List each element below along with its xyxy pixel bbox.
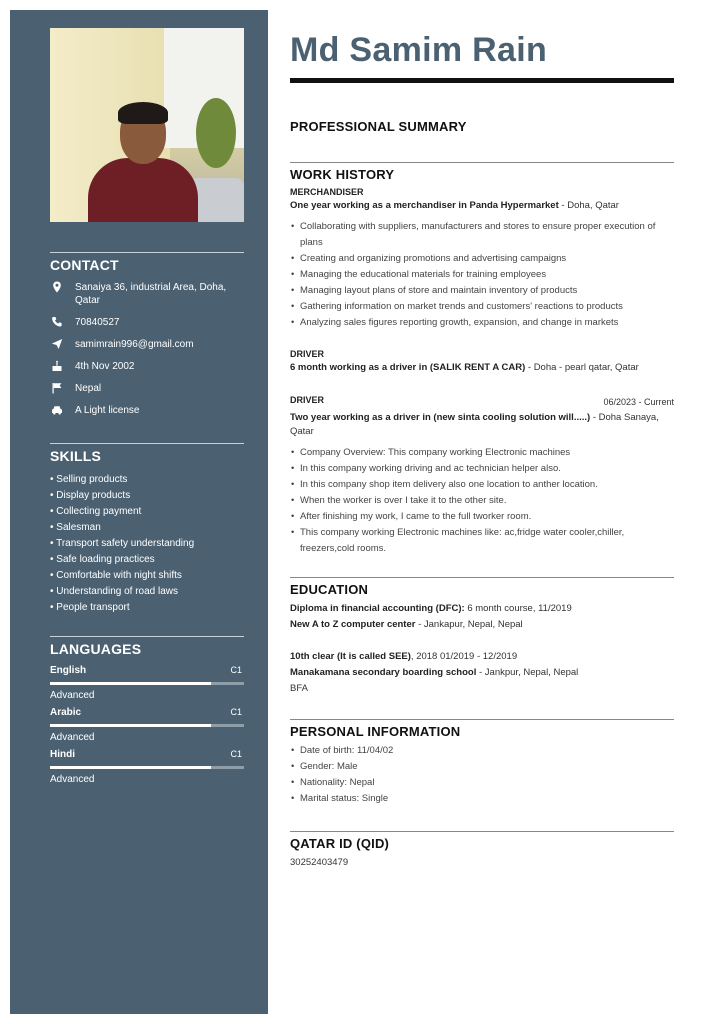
job-bullet: • Collaborating with suppliers, manufacturers and stores to ensure proper execution of plans bbox=[300, 219, 674, 251]
contact-title: CONTACT bbox=[50, 257, 119, 273]
job-role: DRIVER bbox=[290, 349, 325, 359]
job-bullets bbox=[290, 219, 674, 331]
divider bbox=[290, 719, 674, 720]
skill-item: • Display products bbox=[50, 488, 244, 504]
qid-value: 30252403479 bbox=[290, 857, 349, 868]
language-bar-fill bbox=[50, 724, 211, 727]
language-bar-fill bbox=[50, 682, 211, 685]
contact-birthday bbox=[50, 360, 244, 373]
language-item bbox=[50, 749, 244, 785]
skill-item: • Understanding of road laws bbox=[50, 584, 244, 600]
language-bar bbox=[50, 766, 244, 769]
skill-item: • Selling products bbox=[50, 472, 244, 488]
job-bullet: • Managing the educational materials for training employees bbox=[300, 267, 674, 283]
language-level: Advanced bbox=[50, 732, 95, 743]
contact-section bbox=[50, 252, 244, 417]
job-bullet: • This company working Electronic machines like: ac,fridge water cooler,chiller, freezers,cold rooms. bbox=[300, 525, 674, 557]
job-description: Two year working as a driver in (new sinta cooling solution will.....) - Doha Sanaya, Qatar bbox=[290, 412, 659, 437]
job-bullet: • Creating and organizing promotions and advertising campaigns bbox=[300, 251, 674, 267]
divider bbox=[290, 831, 674, 832]
profile-photo bbox=[50, 28, 244, 222]
language-code: C1 bbox=[230, 707, 242, 717]
summary-title: PROFESSIONAL SUMMARY bbox=[290, 119, 467, 134]
skills-title: SKILLS bbox=[50, 448, 101, 464]
send-icon bbox=[50, 338, 64, 350]
location-pin-icon bbox=[50, 281, 64, 293]
personal-info-list bbox=[290, 743, 674, 807]
language-code: C1 bbox=[230, 749, 242, 759]
sidebar bbox=[10, 10, 268, 1014]
work-history-title: WORK HISTORY bbox=[290, 167, 395, 182]
language-bar bbox=[50, 724, 244, 727]
language-bar-fill bbox=[50, 766, 211, 769]
contact-email-text: samimrain996@gmail.com bbox=[75, 339, 194, 350]
skill-item: • People transport bbox=[50, 600, 244, 616]
candidate-name: Md Samim Rain bbox=[290, 31, 548, 69]
education-title: EDUCATION bbox=[290, 582, 369, 597]
skill-item: • Comfortable with night shifts bbox=[50, 568, 244, 584]
contact-address-text: Sanaiya 36, industrial Area, Doha, Qatar bbox=[75, 282, 227, 306]
contact-phone bbox=[50, 316, 244, 329]
personal-info-item: • Nationality: Nepal bbox=[300, 775, 674, 791]
language-name: Arabic bbox=[50, 707, 82, 718]
job-bullet: • Company Overview: This company working Electronic machines bbox=[300, 445, 674, 461]
job-date: 06/2023 - Current bbox=[603, 397, 674, 407]
contact-license-text: A Light license bbox=[75, 405, 140, 416]
job-bullet: • After finishing my work, I came to the full tworker room. bbox=[300, 509, 674, 525]
phone-icon bbox=[50, 316, 64, 328]
skill-item: • Safe loading practices bbox=[50, 552, 244, 568]
skills-list bbox=[50, 472, 244, 616]
job-description: One year working as a merchandiser in Panda Hypermarket - Doha, Qatar bbox=[290, 200, 619, 211]
divider bbox=[290, 162, 674, 163]
contact-license bbox=[50, 404, 244, 417]
contact-email bbox=[50, 338, 244, 351]
divider bbox=[290, 577, 674, 578]
contact-birthday-text: 4th Nov 2002 bbox=[75, 361, 135, 372]
language-code: C1 bbox=[230, 665, 242, 675]
skill-item: • Transport safety understanding bbox=[50, 536, 244, 552]
car-icon bbox=[50, 404, 64, 416]
language-item bbox=[50, 707, 244, 743]
main-content bbox=[290, 30, 674, 871]
job-bullet: • In this company shop item delivery also one location to anther location. bbox=[300, 477, 674, 493]
personal-info-item: • Marital status: Single bbox=[300, 791, 674, 807]
job-bullet: • In this company working driving and ac technician helper also. bbox=[300, 461, 674, 477]
skill-item: • Collecting payment bbox=[50, 504, 244, 520]
job-bullet: • Analyzing sales figures reporting growth, expansion, and change in markets bbox=[300, 315, 674, 331]
divider bbox=[50, 252, 244, 253]
contact-nationality bbox=[50, 382, 244, 395]
education-field: BFA bbox=[290, 683, 308, 694]
skill-item: • Salesman bbox=[50, 520, 244, 536]
divider bbox=[50, 636, 244, 637]
job-entry bbox=[290, 187, 674, 331]
education-degree: Diploma in financial accounting (DFC): 6 month course, 11/2019 bbox=[290, 603, 572, 614]
personal-info-item: • Gender: Male bbox=[300, 759, 674, 775]
education-school: Manakamana secondary boarding school - Jankpur, Nepal, Nepal bbox=[290, 667, 579, 678]
language-level: Advanced bbox=[50, 774, 95, 785]
job-bullet: • Managing layout plans of store and maintain inventory of products bbox=[300, 283, 674, 299]
education-degree: 10th clear (It is called SEE), 2018 01/2019 - 12/2019 bbox=[290, 651, 518, 662]
language-name: English bbox=[50, 665, 87, 676]
cake-icon bbox=[50, 360, 64, 372]
job-role: MERCHANDISER bbox=[290, 187, 364, 197]
language-bar bbox=[50, 682, 244, 685]
language-name: Hindi bbox=[50, 749, 75, 760]
job-bullets bbox=[290, 445, 674, 557]
education-entry bbox=[290, 649, 674, 697]
languages-section bbox=[50, 636, 244, 785]
job-description: 6 month working as a driver in (SALIK RENT A CAR) - Doha - pearl qatar, Qatar bbox=[290, 362, 639, 373]
education-school: New A to Z computer center - Jankapur, Nepal, Nepal bbox=[290, 619, 523, 630]
contact-phone-text: 70840527 bbox=[75, 317, 120, 328]
personal-info-title: PERSONAL INFORMATION bbox=[290, 724, 461, 739]
job-entry bbox=[290, 395, 674, 557]
skills-section bbox=[50, 443, 244, 616]
job-bullet: • Gathering information on market trends and customers' reactions to products bbox=[300, 299, 674, 315]
name-divider bbox=[290, 78, 674, 83]
contact-nationality-text: Nepal bbox=[75, 383, 102, 394]
job-role: DRIVER bbox=[290, 395, 325, 405]
contact-address bbox=[50, 281, 244, 307]
languages-title: LANGUAGES bbox=[50, 641, 142, 657]
education-entry bbox=[290, 601, 674, 633]
flag-icon bbox=[50, 382, 64, 394]
language-level: Advanced bbox=[50, 690, 95, 701]
job-bullet: • When the worker is over I take it to the other site. bbox=[300, 493, 674, 509]
divider bbox=[50, 443, 244, 444]
job-entry bbox=[290, 349, 674, 375]
qid-title: QATAR ID (QID) bbox=[290, 836, 390, 851]
personal-info-item: • Date of birth: 11/04/02 bbox=[300, 743, 674, 759]
language-item bbox=[50, 665, 244, 701]
